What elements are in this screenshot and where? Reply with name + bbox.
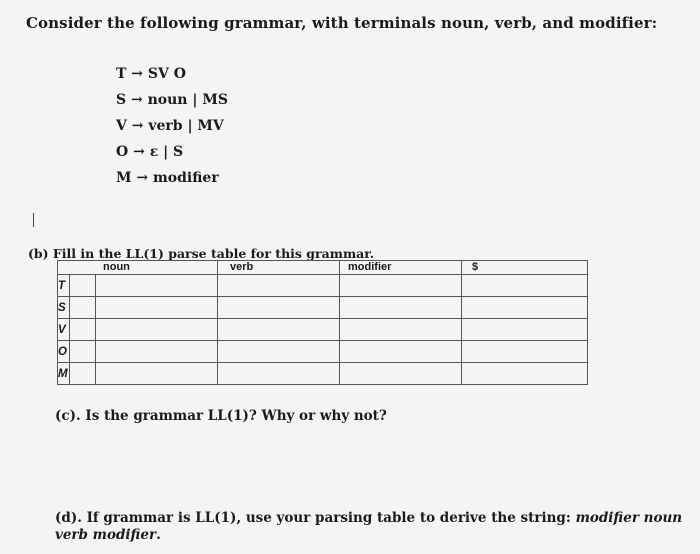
table-header-row [58,261,588,275]
grammar-rule [116,64,228,90]
table-cell[interactable] [462,297,588,319]
arrow-icon: → [131,66,144,82]
rule-rhs: ε | S [149,144,184,160]
arrow-icon: → [131,92,143,108]
table-cell[interactable] [218,341,340,363]
header-noun: noun [58,261,218,275]
question-d-string: modifier noun verb modifier [55,510,683,543]
intro-text: Consider the following grammar, with terminals noun, verb, and modifier: [26,14,658,32]
nonterminal-label: T [58,275,70,297]
nonterminal-label: O [58,341,70,363]
rule-rhs: noun | MS [147,92,228,108]
rule-lhs: V [116,118,127,134]
table-row [58,297,588,319]
grammar-rules [116,64,228,194]
table-cell[interactable] [218,319,340,341]
table-row [58,319,588,341]
rule-rhs: SV O [147,66,186,82]
table-cell[interactable] [96,297,218,319]
rule-lhs: M [116,170,132,186]
table-cell[interactable] [462,363,588,385]
table-cell [70,319,96,341]
arrow-icon: → [136,170,149,186]
table-row [58,275,588,297]
header-verb: verb [218,261,340,275]
table-cell[interactable] [96,341,218,363]
header-modifier: modifier [340,261,462,275]
table-cell[interactable] [96,275,218,297]
rule-lhs: S [116,92,127,108]
table-cell[interactable] [340,319,462,341]
table-cell [70,363,96,385]
table-cell[interactable] [340,275,462,297]
table-cell[interactable] [340,297,462,319]
question-d [55,510,695,544]
table-cell[interactable] [462,319,588,341]
question-b: (b) Fill in the LL(1) parse table for this grammar. [28,246,375,261]
table-cell [70,275,96,297]
question-d-prefix: (d). If grammar is LL(1), use your parsing table to derive the string: [55,510,576,526]
question-c: (c). Is the grammar LL(1)? Why or why not? [55,408,387,424]
table-cell[interactable] [340,341,462,363]
arrow-icon: → [131,118,144,134]
table-cell [70,341,96,363]
rule-lhs: O [116,144,129,160]
grammar-rule [116,116,228,142]
table-cell[interactable] [218,275,340,297]
rule-rhs: modifier [152,170,219,186]
table-cell[interactable] [218,297,340,319]
table-cell[interactable] [96,319,218,341]
table-cell[interactable] [96,363,218,385]
table-cell[interactable] [218,363,340,385]
parse-table [57,260,588,385]
table-row [58,341,588,363]
rule-lhs: T [116,66,127,82]
table-cell[interactable] [340,363,462,385]
grammar-rule [116,168,228,194]
grammar-rule [116,90,228,116]
table-row [58,363,588,385]
header-dollar: $ [462,261,588,275]
table-cell[interactable] [462,275,588,297]
table-cell[interactable] [462,341,588,363]
grammar-rule [116,142,228,168]
text-cursor [33,213,34,227]
nonterminal-label: S [58,297,70,319]
nonterminal-label: V [58,319,70,341]
rule-rhs: verb | MV [148,118,224,134]
nonterminal-label: M [58,363,70,385]
table-cell [70,297,96,319]
question-d-suffix: . [156,527,161,543]
arrow-icon: → [133,144,145,160]
